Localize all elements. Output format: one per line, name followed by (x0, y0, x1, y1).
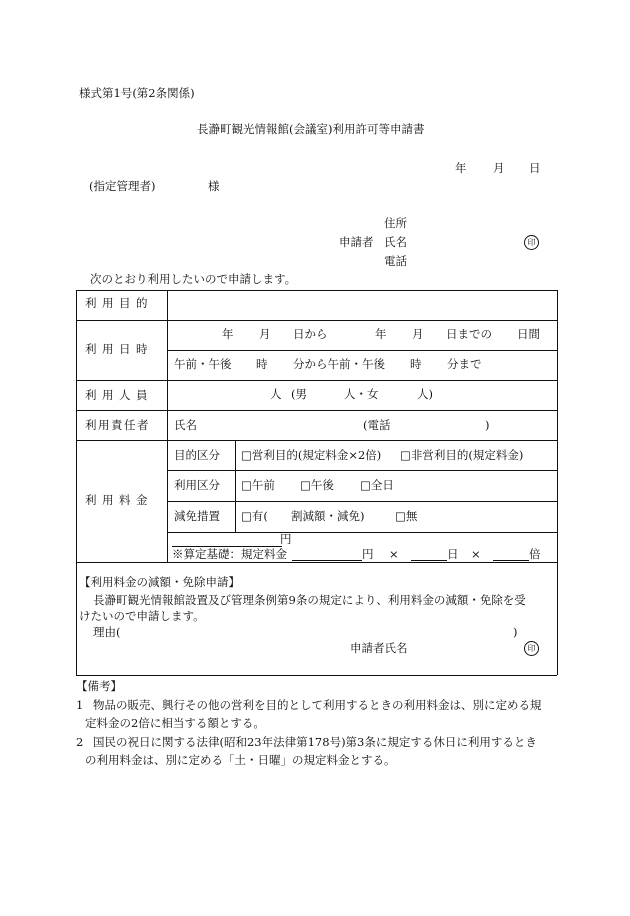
date-month: 月 (493, 161, 505, 175)
remark-2-number: 2 (76, 735, 84, 749)
responsible-phone: (電話 (363, 418, 391, 432)
intro-text: 次のとおり利用したいので申請します。 (90, 272, 297, 286)
people-male: (男 (291, 387, 307, 401)
applicant-seal-icon: 印 (524, 235, 539, 250)
fee-times-1: × (389, 547, 399, 561)
days-count: 日間 (517, 327, 540, 341)
fee-usage-label: 利用区分 (174, 478, 220, 492)
reduction-seal-icon: 印 (524, 641, 539, 656)
end-minute: 分まで (447, 357, 482, 371)
reduction-reason: 理由( (93, 625, 121, 639)
purpose-label: 利用目的 (85, 296, 153, 310)
addressee-honorific: 様 (208, 179, 220, 193)
start-day: 日から (293, 327, 328, 341)
applicant-name-label: 氏名 (384, 235, 407, 249)
applicant-address-label: 住所 (384, 216, 407, 230)
people-close: 人) (417, 387, 433, 401)
remark-2-line-2: の利用料金は、別に定める「土・日曜」の規定料金とする。 (85, 753, 396, 767)
fee-purpose-label: 目的区分 (174, 448, 220, 462)
datetime-label: 利用日時 (85, 342, 153, 356)
form-title: 長瀞町観光情報館(会議室)利用許可等申請書 (197, 122, 425, 136)
fee-label: 利用料金 (85, 493, 153, 507)
start-hour: 時 (256, 357, 268, 371)
reduction-reason-close: ) (513, 625, 518, 639)
fee-times-2: × (471, 547, 481, 561)
fee-purpose-commercial[interactable]: □営利目的(規定料金×2倍) (241, 448, 382, 462)
fee-exempt-yes[interactable]: □有( (241, 509, 268, 523)
end-year: 年 (375, 327, 387, 341)
reduction-line-1: 長瀞町観光情報館設置及び管理条例第9条の規定により、利用料金の減額・免除を受 (93, 593, 526, 607)
fee-usage-allday[interactable]: □全日 (360, 478, 394, 492)
applicant-label: 申請者 (339, 235, 374, 249)
end-month: 月 (412, 327, 424, 341)
fee-exempt-detail: 割減額・減免) (291, 509, 365, 523)
reduction-heading: 【利用料金の減額・免除申請】 (79, 575, 240, 589)
fee-exempt-no[interactable]: □無 (395, 509, 418, 523)
responsible-label: 利用責任者 (85, 418, 150, 432)
date-year: 年 (455, 161, 467, 175)
people-label: 利用人員 (85, 388, 153, 402)
start-ampm: 午前・午後 (174, 357, 232, 371)
people-female: 人・女 (344, 387, 379, 401)
responsible-phone-close: ) (485, 418, 490, 432)
remarks-heading: 【備考】 (76, 679, 122, 693)
fee-usage-am[interactable]: □午前 (241, 478, 275, 492)
form-number: 様式第1号(第2条関係) (79, 86, 195, 100)
date-day: 日 (529, 161, 541, 175)
addressee-label: (指定管理者) (89, 179, 156, 193)
remark-1-number: 1 (76, 698, 84, 712)
start-minute: 分から午前・午後 (293, 357, 385, 371)
fee-total-yen: 円 (280, 532, 292, 546)
end-day: 日までの (446, 327, 492, 341)
start-year: 年 (222, 327, 234, 341)
end-hour: 時 (410, 357, 422, 371)
fee-multiplier: 倍 (529, 547, 541, 561)
remark-2-line-1: 国民の祝日に関する法律(昭和23年法律第178号)第3条に規定する休日に利用するとき (93, 735, 537, 749)
reduction-applicant-name: 申請者氏名 (350, 641, 408, 655)
fee-exempt-label: 減免措置 (174, 509, 220, 523)
fee-days: 日 (447, 547, 459, 561)
people-count: 人 (270, 387, 282, 401)
remark-1-line-2: 定料金の2倍に相当する額とする。 (85, 716, 265, 730)
fee-basis-yen: 円 (362, 547, 374, 561)
start-month: 月 (259, 327, 271, 341)
reduction-line-2: けたいので申請します。 (79, 609, 205, 623)
fee-usage-pm[interactable]: □午後 (300, 478, 334, 492)
remark-1-line-1: 物品の販売、興行その他の営利を目的として利用するときの利用料金は、別に定める規 (93, 698, 542, 712)
applicant-phone-label: 電話 (384, 254, 407, 268)
fee-purpose-noncommercial[interactable]: □非営利目的(規定料金) (400, 448, 524, 462)
responsible-name: 氏名 (174, 418, 197, 432)
fee-basis: ※算定基礎：規定料金 (172, 547, 287, 561)
